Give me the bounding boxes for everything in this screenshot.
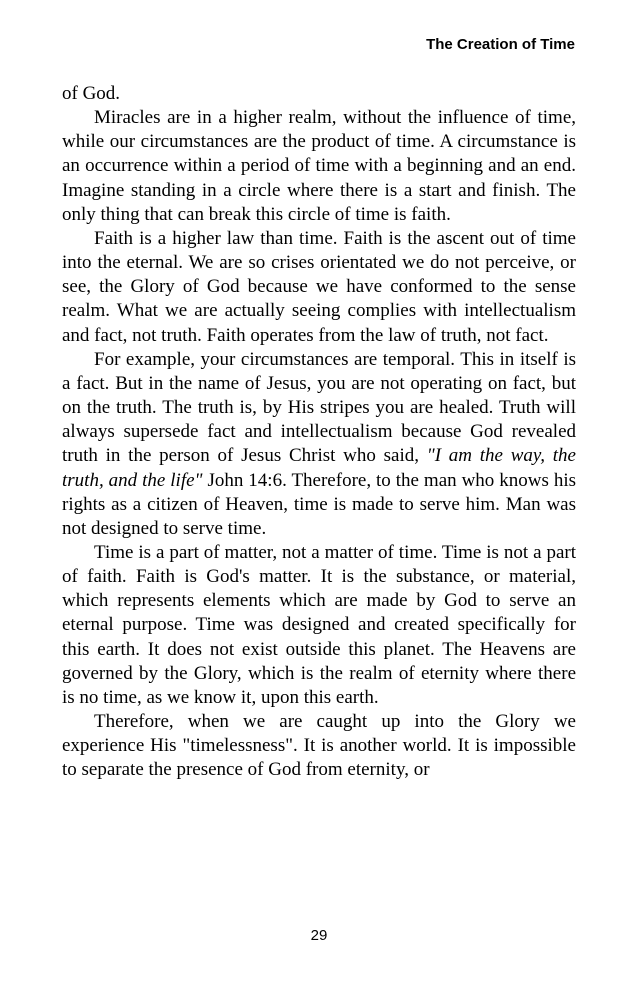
page-number: 29 — [310, 927, 328, 944]
paragraph-faith-higher-law: Faith is a higher law than time. Faith is the ascent out of time into the eternal. We are so crises orientated we do not perceive, or see, the Glory of God because we have conformed to the sense realm. What we are actually seeing complies with intellectualism and fact, not truth. Faith operates from the law of truth, not fact. — [62, 227, 576, 346]
paragraph-text: For example, your circumstances are temporal. This in itself is a fact. But in the name of Jesus, you are not operating on fact, but on the truth. The truth is, by His stripes you are healed. Truth will always supersede fact and intellectualism because God revealed truth in the person of Jesus Christ who said, — [62, 348, 576, 467]
paragraph-timelessness: Therefore, when we are caught up into the Glory we experience His "timelessness". It is another world. It is impossible to separate the presence of God from eternity, or — [62, 711, 576, 781]
running-header: The Creation of Time — [426, 36, 575, 53]
paragraph-continuation: of God. — [62, 83, 121, 104]
paragraph-text: John 14:6. Therefore, to the man who knows his rights as a citizen of Heaven, time is made to serve him. Man was not designed to serve time. — [62, 469, 576, 539]
paragraph-time-matter: Time is a part of matter, not a matter of time. Time is not a part of faith. Faith is God's matter. It is the substance, or material, which represents elements which are made by God to serve an eternal purpose. Time was designed and created specifically for this earth. It does not exist outside this planet. The Heavens are governed by the Glory, which is the realm of eternity where there is no time, as we know it, upon this earth. — [62, 541, 576, 708]
body-text — [62, 82, 576, 783]
paragraph-miracles: Miracles are in a higher realm, without the influence of time, while our circumstances are the product of time. A circumstance is an occurrence within a period of time with a beginning and an end. Imagine standing in a circle where there is a start and finish. The only thing that can break this circle of time is faith. — [62, 107, 576, 225]
paragraph-for-example — [62, 348, 576, 541]
scripture-quote: "I am the way, the truth, and the life" — [62, 445, 576, 491]
